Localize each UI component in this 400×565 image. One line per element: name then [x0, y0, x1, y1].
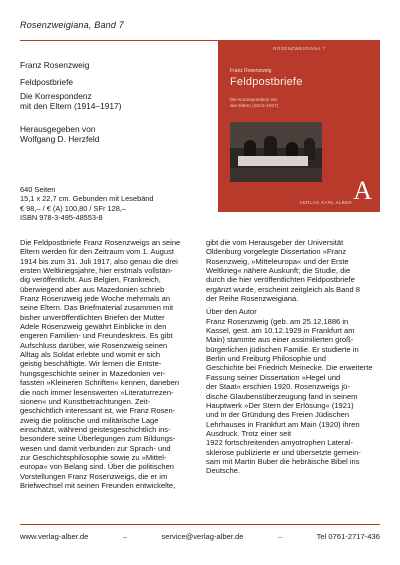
text-line: zweig die politische und militärische Lage	[20, 415, 159, 425]
cover-author: Franz Rosenzweig	[230, 68, 272, 74]
text-line: überwiegend aber aus Mazedonien schrieb	[20, 284, 165, 294]
text-line: Vorstellungen Franz Rosenzweigs, die er im	[20, 471, 168, 481]
book-info	[20, 60, 210, 144]
text-line: Weltkrieg« nähere Auskunft; die Studie, die	[206, 266, 351, 276]
book-subtitle	[20, 91, 210, 112]
editor-line: Wolfgang D. Herzfeld	[20, 133, 100, 144]
text-line: einschätzt, während geistesgeschichtlich ins-	[20, 424, 171, 434]
text-line: europa« von Belang sind. Über die politischen	[20, 462, 174, 472]
book-cover-image	[218, 40, 380, 212]
text-line: durch die hier veröffentlichten Feldpostbriefe	[206, 275, 355, 285]
cover-series: ROSENZWEIGIANA 7	[272, 46, 326, 51]
description-right-column	[206, 238, 381, 476]
spec-pages: 640 Seiten	[20, 185, 56, 194]
cover-subtitle	[230, 97, 310, 109]
text-line: sionen« und Kunstbetrachtungen. Zeit-	[20, 396, 151, 406]
photo-floor	[230, 168, 322, 182]
website-link[interactable]: www.verlag-alber.de	[20, 532, 89, 541]
description-left-column	[20, 238, 195, 490]
text-line: geistig beschäftigte. Wir lernen die Entste-	[20, 359, 162, 369]
about-author-text	[206, 317, 381, 476]
text-line: Rosenzweig, »Mitteleuropa« und der Erste	[206, 256, 349, 266]
book-author: Franz Rosenzweig	[20, 60, 90, 70]
text-line: fassten »Kleineren Schriften« kennen, daneben	[20, 378, 180, 388]
book-title: Feldpostbriefe	[20, 76, 74, 87]
subtitle-line: mit den Eltern (1914–1917)	[20, 101, 122, 112]
text-line: Berlin und Freiburg Philosophie und	[206, 354, 326, 364]
text-line: geschichtlich interessant ist, wie Franz Rosen-	[20, 406, 176, 416]
text-line: 1914 bis zum 31. Juli 1917, also genau die drei	[20, 256, 178, 266]
text-line: Eltern werden für den Zeitraum vom 1. August	[20, 247, 174, 257]
bottom-divider	[20, 524, 380, 525]
text-line: engeren Familien- und Freundeskreis. Es gibt	[20, 331, 173, 341]
text-line: gibt die vom Herausgeber der Universität	[206, 238, 344, 247]
footer-separator: –	[277, 532, 283, 541]
publisher-logo-icon: A	[353, 176, 372, 205]
text-line: ergänzt wurde, erscheint zeitgleich als Band 8	[206, 284, 360, 294]
spec-price: € 98,– / € (A) 100,80 / SFr 128,–	[20, 203, 126, 213]
book-specs	[20, 185, 154, 223]
text-line: Main) stammte aus einer assimilierten groß-	[206, 335, 354, 345]
spec-isbn: ISBN 978-3-495-48553-8	[20, 213, 103, 223]
text-line: bisher unveröffentlichten Briefen der Mutter	[20, 312, 165, 322]
text-line: Deutsche.	[206, 466, 240, 476]
text-line: dig veröffentlicht. Aus Belgien, Frankreich,	[20, 275, 161, 285]
text-line: bürgerlichen jüdischen Familie. Er studierte in	[206, 344, 359, 354]
cover-subtitle-line: den Eltern (1914–1917)	[230, 103, 279, 108]
text-line: Die Feldpostbriefe Franz Rosenzweigs an seine	[20, 238, 181, 247]
text-line: Adele Rosenzweig gewährt Einblicke in den	[20, 322, 167, 332]
text-line: die noch immer lesenswerten »Literaturrezen-	[20, 387, 174, 397]
text-line: Fassung seiner Dissertation »Hegel und	[206, 372, 341, 382]
text-line: 1922 fortschreitenden amyotrophen Lateral-	[206, 438, 353, 448]
text-line: Lehrhauses in Frankfurt am Main (1920) ihren	[206, 419, 360, 429]
cover-title: Feldpostbriefe	[230, 76, 303, 88]
text-line: Ausdruck. Trotz einer seit	[206, 428, 292, 438]
text-line: Hauptwerk »Der Stern der Erlösung« (1921)	[206, 400, 354, 410]
text-line: der Reihe Rosenzweigiana.	[206, 294, 299, 304]
text-line: wesen und damit verbunden zur Sprach- und	[20, 443, 171, 453]
text-line: Kassel, gest. am 10.12.1929 in Frankfurt am	[206, 326, 355, 336]
text-line: Geschichte bei Friedrich Meinecke. Die erweiterte	[206, 363, 373, 373]
text-line: ersten Weltkriegsjahre, hier erstmals vollstän-	[20, 266, 173, 276]
book-editor	[20, 124, 210, 145]
subtitle-line: Die Korrespondenz	[20, 91, 92, 101]
text-line: Briefwechsel mit seinen Freunden entwickelte,	[20, 480, 176, 490]
text-line: sklerose publizierte er und übersetzte gemein-	[206, 447, 361, 457]
photo-table	[238, 156, 308, 166]
text-line: seine Eltern. Das Briefmaterial zusammen mit	[20, 303, 174, 313]
text-line: Alltag als Soldat erlebte und womit er sich	[20, 350, 161, 360]
text-line: Franz Rosenzweig (geb. am 25.12.1886 in	[206, 316, 349, 326]
description-continued	[206, 238, 381, 303]
cover-publisher: VERLAG KARL ALBER	[299, 200, 352, 205]
about-author-heading: Über den Autor	[206, 307, 257, 317]
footer	[20, 532, 380, 541]
spec-format: 15,1 x 22,7 cm. Gebunden mit Lesebänd	[20, 194, 154, 204]
text-line: der Staat« erschien 1920. Rosenzweigs jü-	[206, 382, 350, 392]
editor-line: Herausgegeben von	[20, 123, 96, 134]
text-line: zur Geschichtsphilosophie sowie zu »Mittel-	[20, 452, 167, 462]
footer-separator: –	[122, 532, 128, 541]
series-title: Rosenzweigiana, Band 7	[20, 20, 124, 30]
text-line: dische Glaubensüberzeugung fand in seinem	[206, 391, 358, 401]
text-line: und in der Gründung des Freien Jüdischen	[206, 410, 350, 420]
text-line: sam mit Martin Buber die hebräische Bibel ins	[206, 456, 360, 466]
text-line: hungsgeschichte seiner in Mazedonien ver-	[20, 368, 166, 378]
cover-photo	[230, 122, 322, 182]
text-line: Franz Rosenzweig jede Woche mehrmals an	[20, 294, 171, 304]
cover-subtitle-line: Die Korrespondenz mit	[230, 97, 277, 102]
text-line: besondere seine Überlegungen zum Bildungs-	[20, 434, 176, 444]
text-line: Aufschluss darüber, wie Rosenzweig seinen	[20, 340, 168, 350]
text-line: Oldenburg vorgelegte Dissertation »Franz	[206, 247, 347, 257]
email-link[interactable]: service@verlag-alber.de	[161, 532, 244, 541]
phone-number: Tel 0761-2717-436	[316, 532, 380, 541]
